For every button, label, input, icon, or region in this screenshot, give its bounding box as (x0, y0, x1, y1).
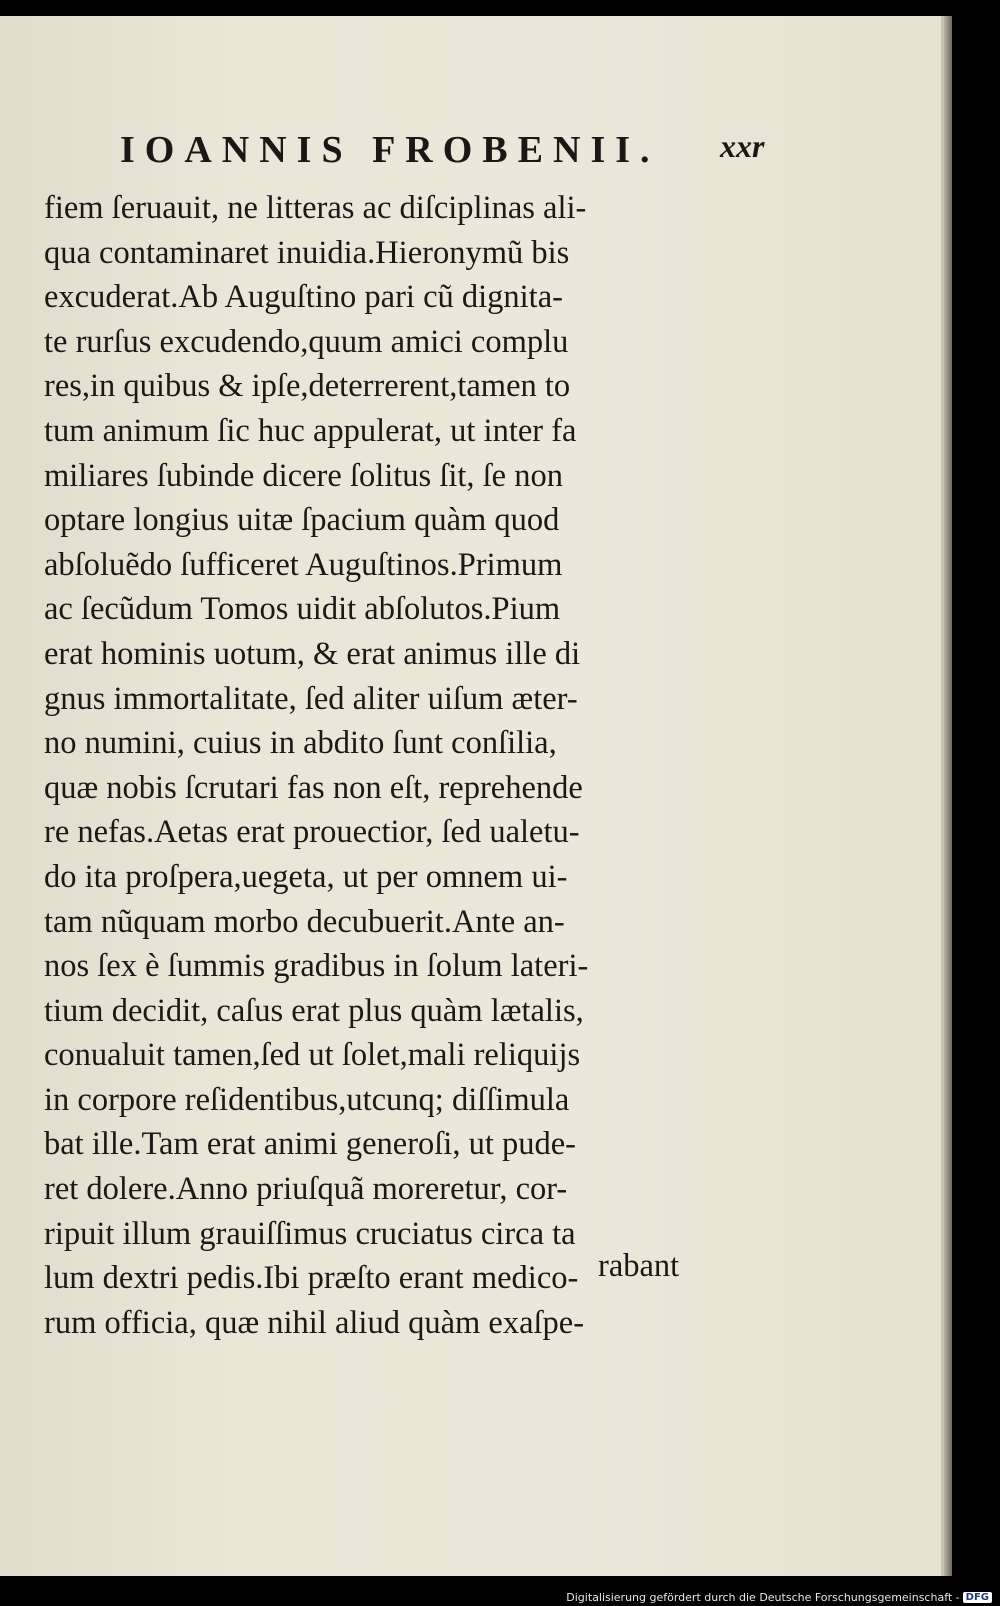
text-line: ret dolere.Anno priuſquã moreretur, cor- (44, 1171, 568, 1208)
page-edge (944, 16, 952, 1576)
text-line: optare longius uitæ ſpacium quàm quod (44, 502, 560, 539)
text-line: excuderat.Ab Auguſtino pari cũ dignita- (44, 279, 563, 316)
text-line: fiem ſeruauit, ne litteras ac diſciplinas ali- (44, 190, 587, 226)
text-line: in corpore reſidentibus,utcunq; diſſimula (44, 1081, 570, 1118)
running-head: IOANNIS FROBENII. (120, 129, 660, 171)
text-line: rum officia, quæ nihil aliud quàm exaſpe- (44, 1304, 585, 1341)
text-line: tium decidit, caſus erat plus quàm lætalis, (44, 992, 584, 1029)
text-line: ripuit illum grauiſſimus cruciatus circa ta (44, 1215, 576, 1252)
text-line: conualuit tamen,ſed ut ſolet,mali reliquijs (44, 1037, 581, 1074)
text-line: abſoluẽdo ſufficeret Auguſtinos.Primum (44, 546, 563, 583)
text-line: do ita proſpera,uegeta, ut per omnem ui- (44, 858, 568, 895)
digitization-credit (566, 1591, 992, 1604)
text-line: tam nũquam morbo decubuerit.Ante an- (44, 903, 565, 940)
page-header (0, 120, 944, 180)
catchword: rabant (598, 1248, 680, 1284)
text-line: tum animum ſic huc appulerat, ut inter fa (44, 412, 577, 449)
text-line: te rurſus excudendo,quum amici complu (44, 323, 569, 360)
text-line: bat ille.Tam erat animi generoſi, ut pude- (44, 1126, 576, 1163)
credit-text: Digitalisierung gefördert durch die Deutsche Forschungsgemeinschaft - (566, 1591, 960, 1604)
text-line: res,in quibus & ipſe,deterrerent,tamen to (44, 368, 571, 405)
text-line: quæ nobis ſcrutari fas non eſt, reprehende (44, 769, 583, 806)
text-line: miliares ſubinde dicere ſolitus ſit, ſe non (44, 457, 563, 494)
text-line: ac ſecũdum Tomos uidit abſolutos.Pium (44, 591, 561, 628)
text-line: no numini, cuius in abdito ſunt conſilia, (44, 725, 557, 762)
text-line: lum dextri pedis.Ibi præſto erant medico- (44, 1260, 579, 1297)
dfg-logo: DFG (963, 1592, 992, 1603)
folio-number: xxr (720, 128, 765, 164)
text-line: nos ſex è ſummis gradibus in ſolum lateri- (44, 948, 589, 985)
text-line: gnus immortalitate, ſed aliter uiſum æter- (44, 680, 578, 717)
text-line: re nefas.Aetas erat prouectior, ſed ualetu- (44, 814, 580, 851)
text-line: qua contaminaret inuidia.Hieronymũ bis (44, 234, 570, 271)
text-line: erat hominis uotum, & erat animus ille di (44, 635, 581, 672)
body-text (44, 186, 724, 1345)
